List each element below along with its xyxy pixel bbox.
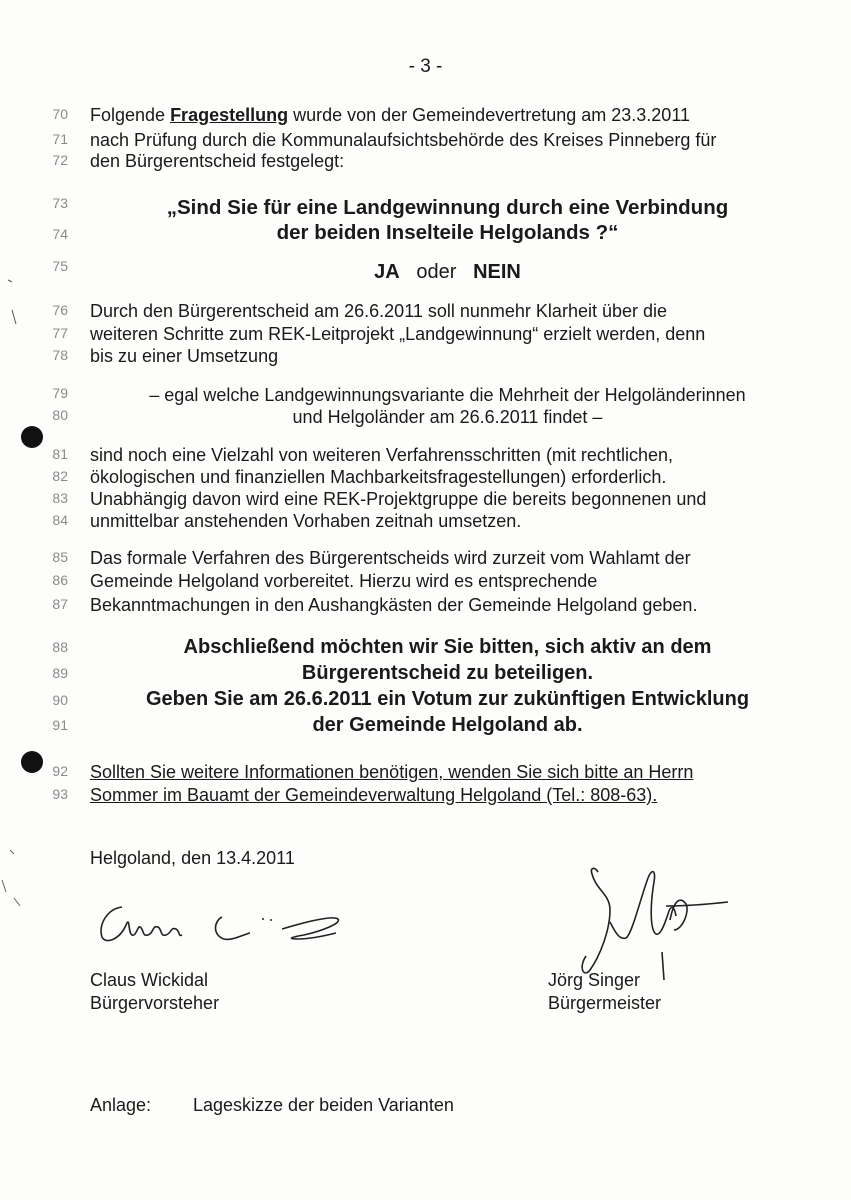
text-run: Fragestellung xyxy=(170,105,289,125)
line-number: 73 xyxy=(52,195,68,211)
signatory-title-singer: Bürgermeister xyxy=(548,993,662,1013)
line-number: 87 xyxy=(52,596,68,612)
text-run: bis zu einer Umsetzung xyxy=(90,346,279,366)
signatory-title-wickidal: Bürgervorsteher xyxy=(90,993,220,1013)
line-number: 76 xyxy=(52,302,68,318)
text-run: unmittelbar anstehenden Vorhaben zeitnah umsetzen. xyxy=(90,511,522,531)
text-run: Folgende xyxy=(90,105,171,125)
line-number: 74 xyxy=(52,226,68,242)
line-number: 86 xyxy=(52,572,68,588)
body-line xyxy=(90,345,278,367)
text-run: Bekanntmachungen in den Aushangkästen der Gemeinde Helgoland geben. xyxy=(90,595,698,615)
text-run: nach Prüfung durch die Kommunalaufsichtsbehörde des Kreises Pinneberg für xyxy=(90,130,717,150)
signatory-name-singer: Jörg Singer xyxy=(548,970,641,990)
text-run: Sommer im Bauamt der Gemeindeverwaltung Helgoland (Tel.: 808-63). xyxy=(90,785,658,805)
aside-line-1: – egal welche Landgewinnungsvariante die Mehrheit der Helgoländerinnen xyxy=(149,385,746,405)
answer-options xyxy=(90,261,805,284)
text-run: ökologischen und finanziellen Machbarkeitsfragestellungen) erforderlich. xyxy=(90,467,667,487)
answer-no: NEIN xyxy=(473,261,521,283)
text-run: Das formale Verfahren des Bürgerentscheids wird zurzeit vom Wahlamt der xyxy=(90,548,691,568)
text-run: wurde von der Gemeindevertretung am 23.3.2011 xyxy=(288,105,690,125)
text-run: den Bürgerentscheid festgelegt: xyxy=(90,151,345,171)
place-date: Helgoland, den 13.4.2011 xyxy=(90,848,295,868)
ballot-question-line-2: der beiden Inselteile Helgolands ?“ xyxy=(276,221,619,244)
body-line xyxy=(90,784,657,806)
body-line xyxy=(90,129,716,151)
line-number: 93 xyxy=(52,786,68,802)
line-number: 91 xyxy=(52,717,68,733)
line-number: 81 xyxy=(52,446,68,462)
line-number: 71 xyxy=(52,131,68,147)
page-number: - 3 - xyxy=(408,56,443,77)
attachment-text: Lageskizze der beiden Varianten xyxy=(193,1095,454,1115)
line-number: 92 xyxy=(52,763,68,779)
closing-line-1: Abschließend möchten wir Sie bitten, sich aktiv an dem xyxy=(183,636,712,658)
body-line xyxy=(90,594,697,616)
aside-line-2: und Helgoländer am 26.6.2011 findet – xyxy=(292,407,603,427)
text-run: Unabhängig davon wird eine REK-Projektgruppe die bereits begonnenen und xyxy=(90,489,707,509)
ballot-question-line-1: „Sind Sie für eine Landgewinnung durch eine Verbindung xyxy=(166,196,729,219)
line-number: 82 xyxy=(52,468,68,484)
answer-yes: JA xyxy=(374,261,400,283)
body-line xyxy=(90,488,706,510)
text-run: weiteren Schritte zum REK-Leitprojekt „Landgewinnung“ erzielt werden, denn xyxy=(90,324,706,344)
closing-line-4: der Gemeinde Helgoland ab. xyxy=(312,714,583,736)
line-number: 72 xyxy=(52,152,68,168)
closing-line-2: Bürgerentscheid zu beteiligen. xyxy=(301,662,594,684)
body-line xyxy=(90,466,666,488)
line-number: 70 xyxy=(52,106,68,122)
body-line xyxy=(90,761,693,783)
scan-mark-left-lower xyxy=(0,840,30,910)
answer-or: oder xyxy=(416,261,457,283)
scan-mark-left xyxy=(0,270,30,340)
body-line xyxy=(90,150,344,172)
signatory-name-wickidal: Claus Wickidal xyxy=(90,970,209,990)
attachment-label: Anlage: xyxy=(90,1095,152,1115)
line-number: 84 xyxy=(52,512,68,528)
body-line xyxy=(90,510,521,532)
line-number: 90 xyxy=(52,692,68,708)
text-run: Sollten Sie weitere Informationen benötigen, wenden Sie sich bitte an Herrn xyxy=(90,762,694,782)
body-line xyxy=(90,444,673,466)
text-run: Gemeinde Helgoland vorbereitet. Hierzu wird es entsprechende xyxy=(90,571,598,591)
line-number: 79 xyxy=(52,385,68,401)
line-number: 80 xyxy=(52,407,68,423)
line-number: 89 xyxy=(52,665,68,681)
text-run: Durch den Bürgerentscheid am 26.6.2011 soll nunmehr Klarheit über die xyxy=(90,301,668,321)
line-number: 77 xyxy=(52,325,68,341)
punch-hole-upper xyxy=(21,426,43,448)
closing-line-3: Geben Sie am 26.6.2011 ein Votum zur zukünftigen Entwicklung xyxy=(145,688,750,710)
body-line xyxy=(90,104,690,126)
signature-wickidal xyxy=(92,895,352,955)
body-line xyxy=(90,300,667,322)
line-number: 83 xyxy=(52,490,68,506)
body-line xyxy=(90,547,691,569)
line-number: 85 xyxy=(52,549,68,565)
body-line xyxy=(90,570,597,592)
text-run: sind noch eine Vielzahl von weiteren Verfahrensschritten (mit rechtlichen, xyxy=(90,445,673,465)
line-number: 78 xyxy=(52,347,68,363)
line-number: 75 xyxy=(52,258,68,274)
body-line xyxy=(90,323,705,345)
line-number: 88 xyxy=(52,639,68,655)
